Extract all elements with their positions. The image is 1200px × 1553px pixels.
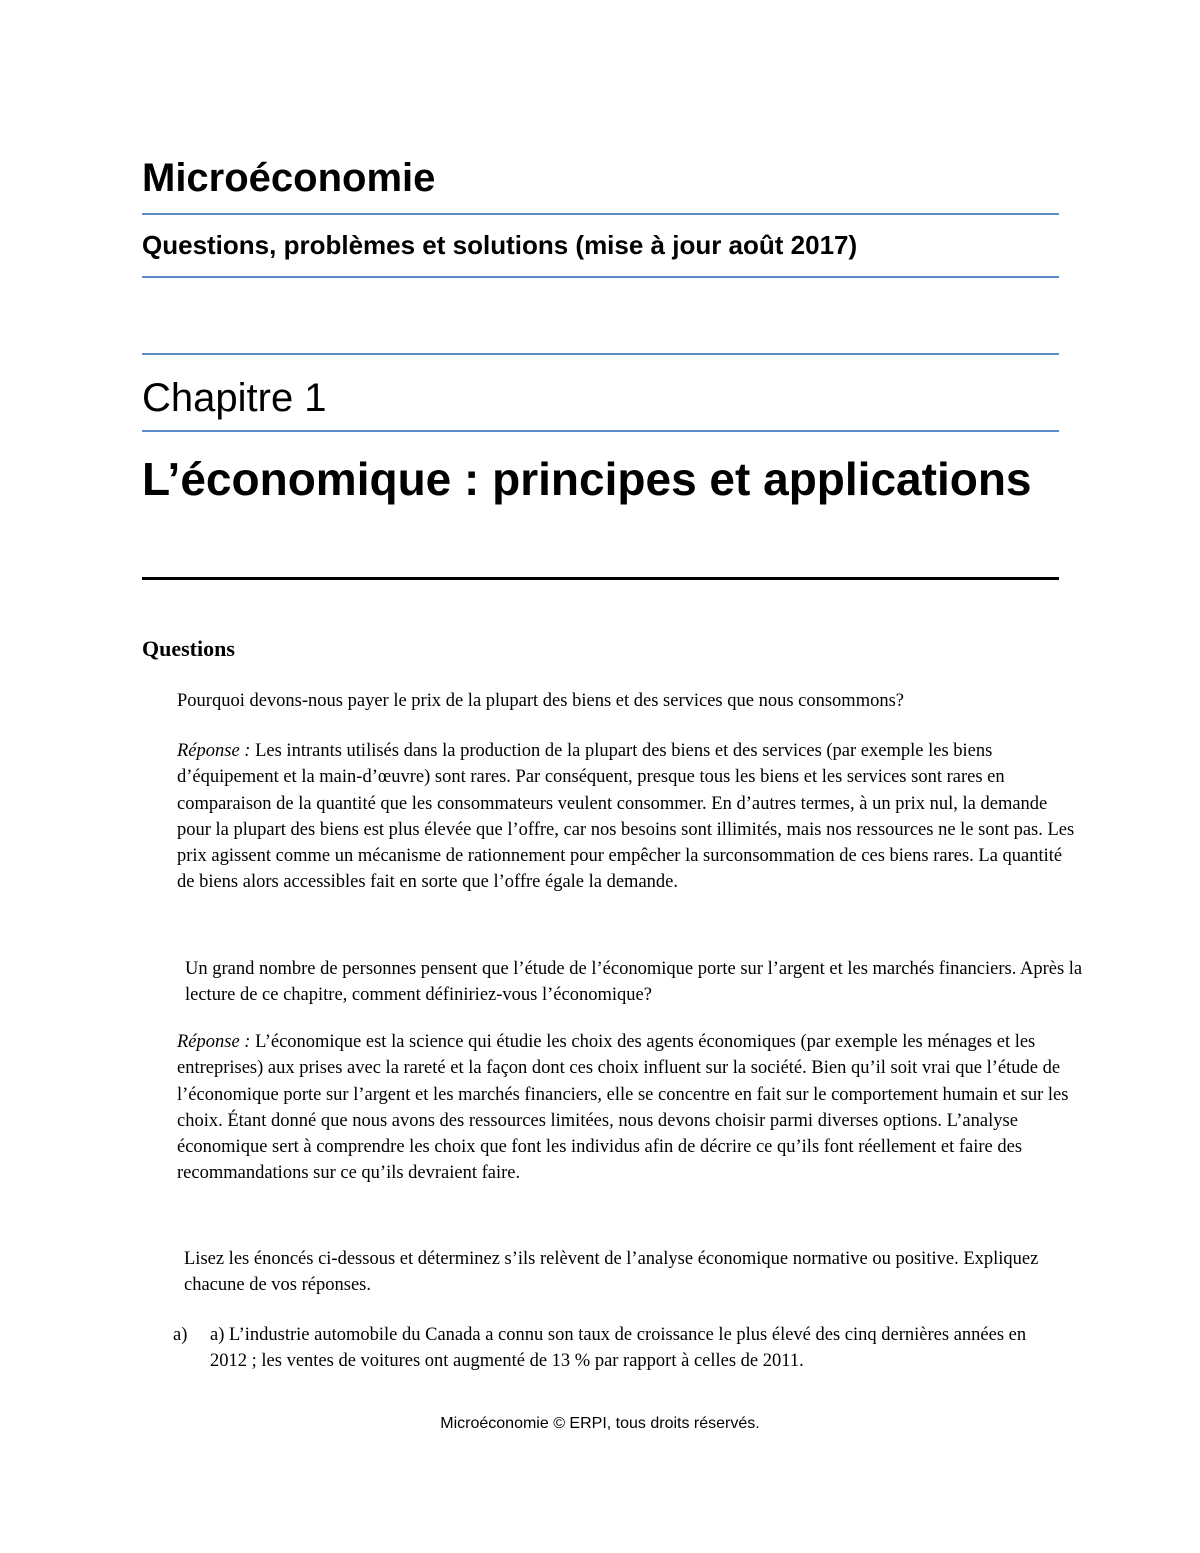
answer-text: Les intrants utilisés dans la production de la plupart des biens et des services (par exemple les biens d’équipement et la main-d’œuvre) sont rares. Par conséquent, presque tous les biens et les services sont rares en comparaison de la quantité que les consommateurs veulent consommer. En d’autres termes, à un prix nul, la demande pour la plupart des biens est plus élevée que l’offre, car nos besoins sont illimités, mais nos ressources ne le sont pas. Les prix agissent comme un mécanisme de rationnement pour empêcher la surconsommation de ces biens rares. La quantité de biens alors accessibles fait en sorte que l’offre égale la demande. xyxy=(177,741,1075,893)
subtitle-divider xyxy=(142,276,1059,278)
answer-label: Réponse : xyxy=(177,741,251,761)
question-2: Un grand nombre de personnes pensent que l’étude de l’économique porte sur l’argent et les marchés financiers. Après la lecture de ce chapitre, comment définiriez-vous l’économique? xyxy=(185,959,1083,1006)
title-divider xyxy=(142,213,1059,215)
chapter-number: Chapitre 1 xyxy=(142,376,327,420)
list-item-text xyxy=(210,1322,1060,1375)
document-title: Microéconomie xyxy=(142,156,436,200)
chapter-top-divider xyxy=(142,353,1059,355)
chapter-title: L’économique : principes et applications xyxy=(142,453,1032,505)
page-footer: Microéconomie © ERPI, tous droits réservés. xyxy=(440,1415,760,1432)
chapter-number-divider xyxy=(142,430,1059,432)
section-heading: Questions xyxy=(142,636,235,661)
answer-label: Réponse : xyxy=(177,1032,251,1052)
list-item-body: a) L’industrie automobile du Canada a connu son taux de croissance le plus élevé des cinq dernières années en 2012 ; les ventes de voitures ont augmenté de 13 % par rapport à celles de 2011. xyxy=(210,1325,1027,1372)
chapter-title-divider xyxy=(142,577,1059,580)
answer-text: L’économique est la science qui étudie les choix des agents économiques (par exemple les ménages et les entreprises) aux prises avec la rareté et la façon dont ces choix influent sur la société. Bien qu’il soit vrai que l’étude de l’économique porte sur l’argent et les marchés financiers, elle se concentre en fait sur le comportement humain et sur les choix. Étant donné que nous avons des ressources limitées, nous devons choisir parmi diverses options. L’analyse économique sert à comprendre les choix que font les individus afin de décrire ce qu’ils font réellement et faire des recommandations sur ce qu’ils devraient faire. xyxy=(177,1032,1069,1184)
list-marker: a) xyxy=(173,1325,188,1345)
document-subtitle: Questions, problèmes et solutions (mise à jour août 2017) xyxy=(142,230,858,260)
question-3: Lisez les énoncés ci-dessous et déterminez s’ils relèvent de l’analyse économique normative ou positive. Expliquez chacune de vos réponses. xyxy=(184,1249,1039,1296)
question-1: Pourquoi devons-nous payer le prix de la plupart des biens et des services que nous consommons? xyxy=(177,691,905,711)
answer-1 xyxy=(177,738,1077,896)
answer-2 xyxy=(177,1029,1077,1187)
